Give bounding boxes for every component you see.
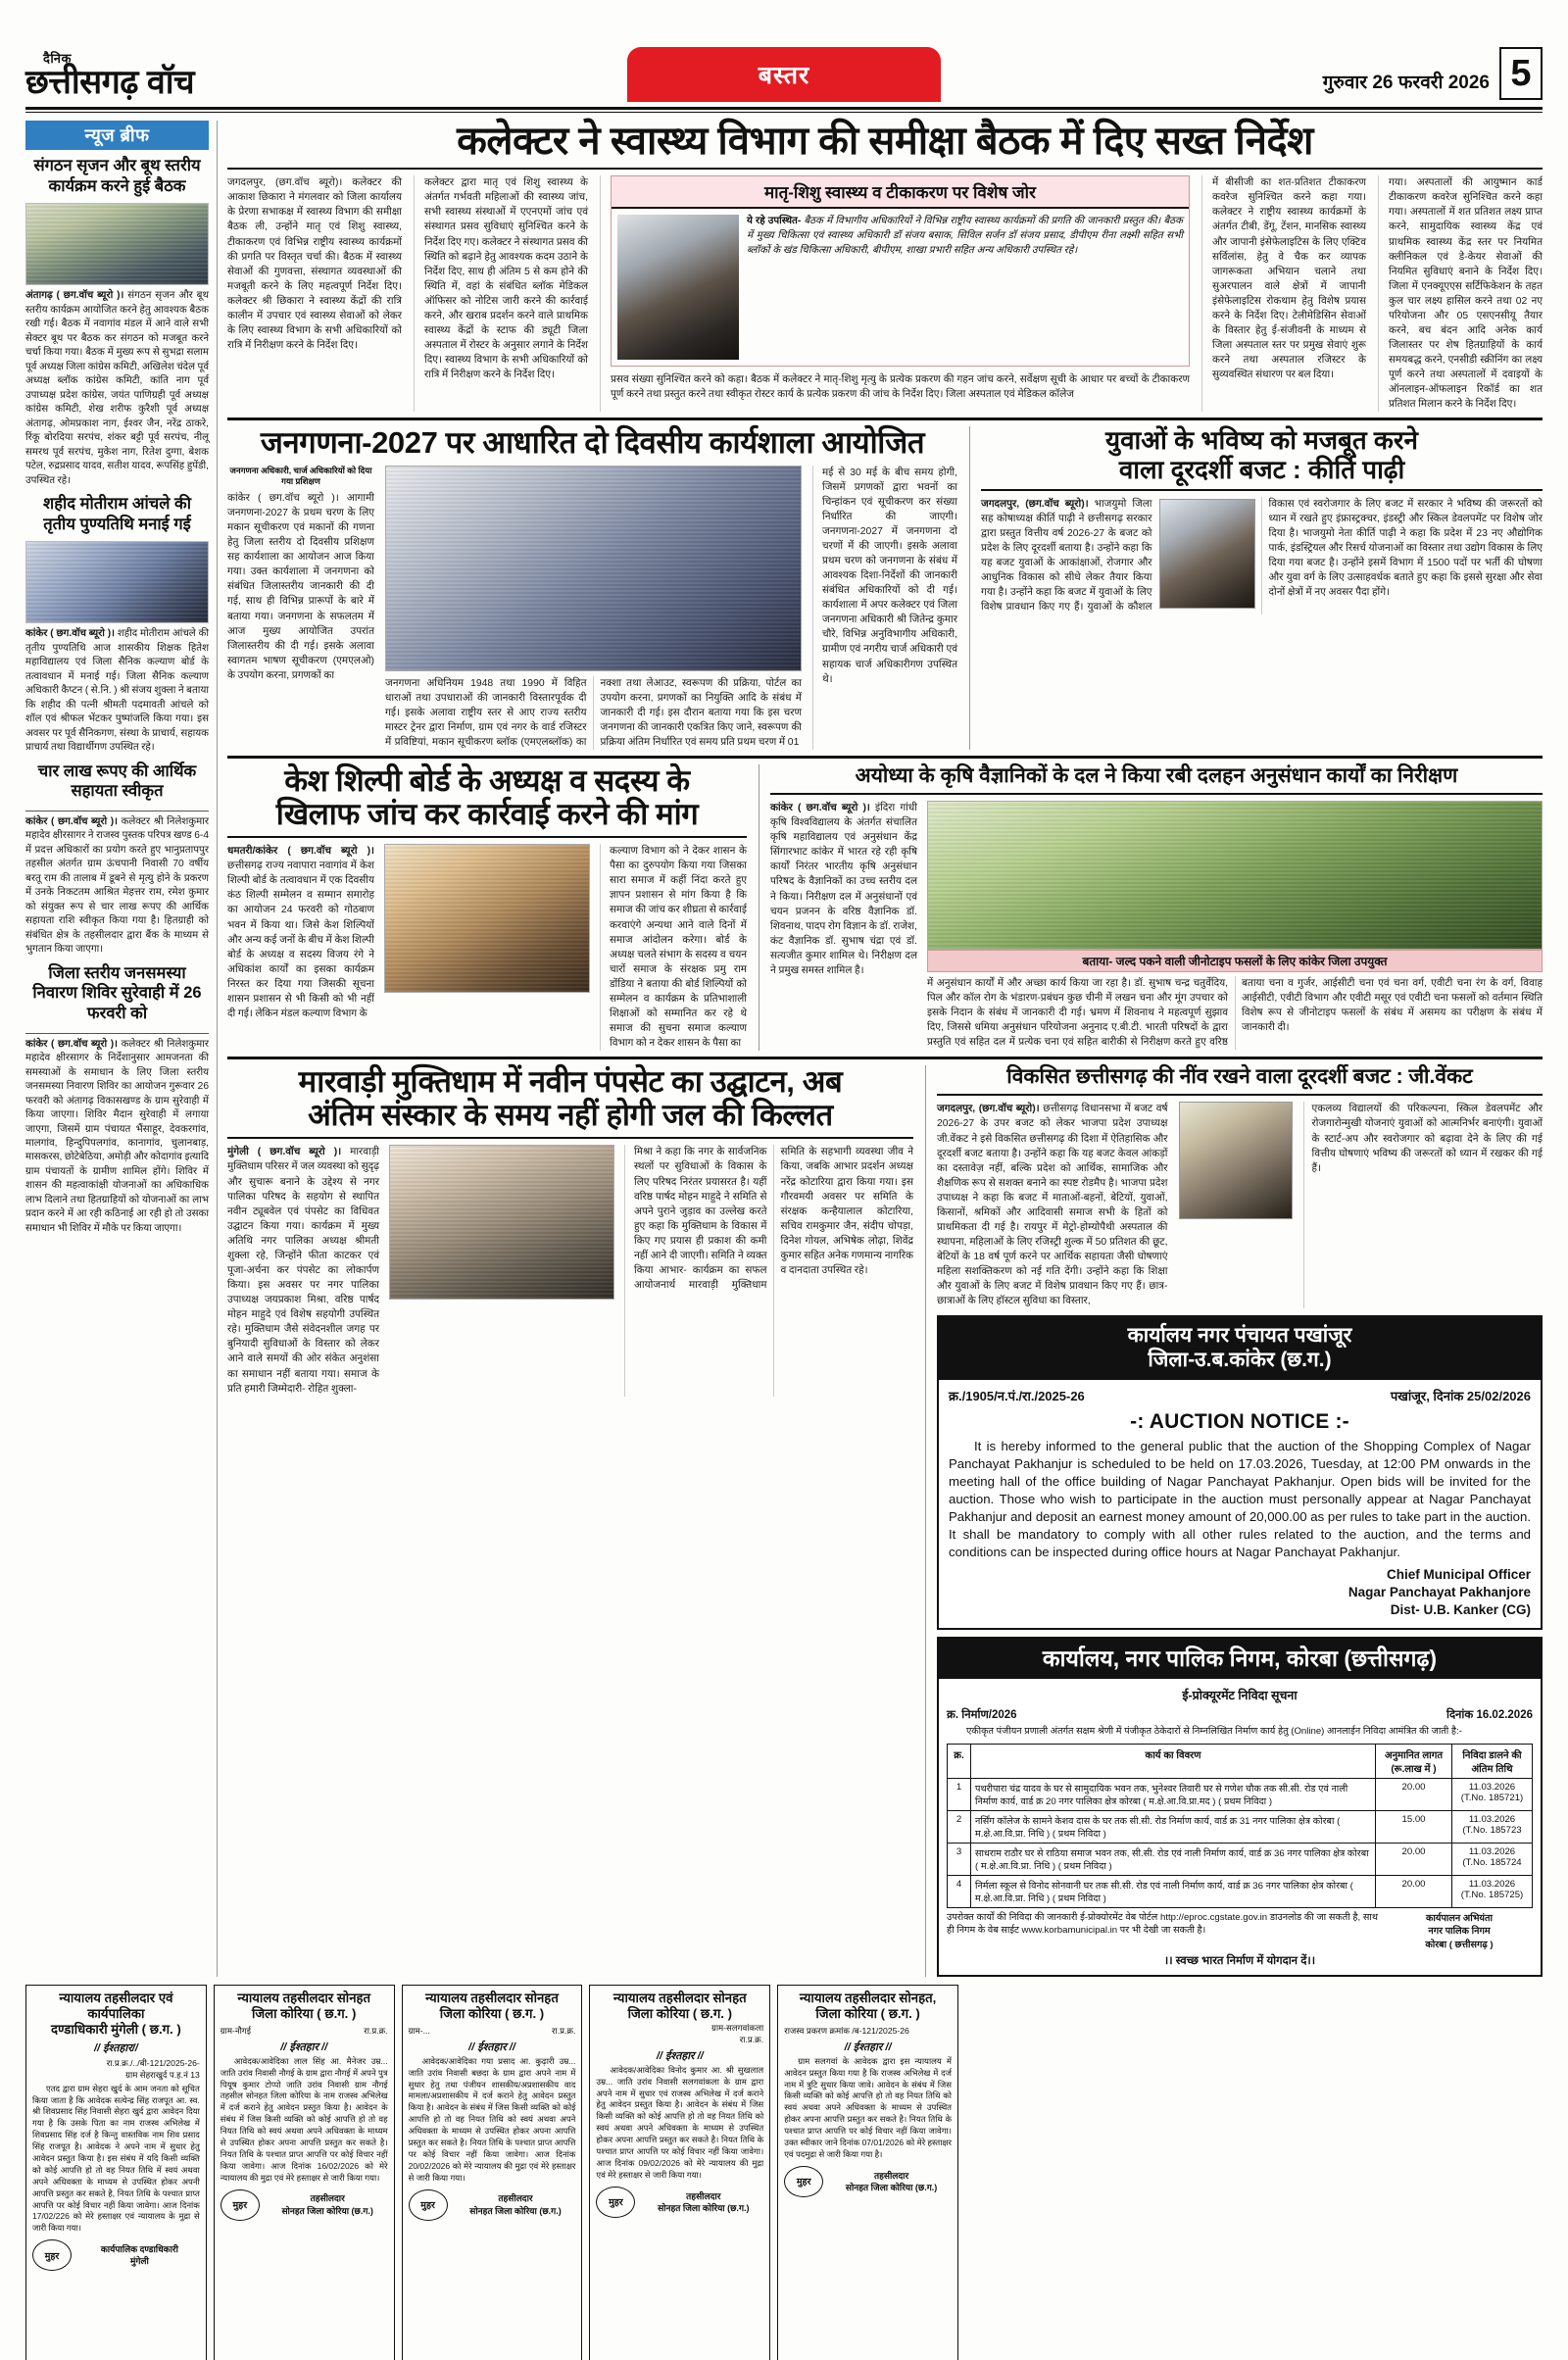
legal-ref-line1: रा.प्र.क्र./../बी-121/2025-26-: [106, 2057, 200, 2068]
tender-number: (T.No. 185723: [1462, 1824, 1522, 1836]
legal-head-line1: न्यायालय तहसीलदार सोनहत: [612, 1991, 747, 2006]
row-pumpset-venkat: [227, 1065, 1543, 1977]
tender-sign-line2: नगर पालिक निगम: [1428, 1926, 1491, 1938]
tender-meta: [947, 1707, 1533, 1722]
legal-sign-line2: मुंगेली: [129, 2256, 149, 2267]
brief-headline: शहीद मोतीराम आंचले की तृतीय पुण्यतिथि मनाई गई: [43, 495, 191, 533]
census-col-1: कांकेर ( छग.वॉच ब्यूरो )। आगामी जनगणना-2027 के प्रथम चरण के लिए मकान सूचीकरण एवं मकानों की गणना हेतु जिला स्तरीय दो दिवसीय प्रशिक्षण सह कार्यशाला का आयोजन आज किया गया। उक्त कार्यशाला में जनगणना को संबंधित जिलास्तरीय जानकारी की दी गई, साथ ही विभिन्न प्रारूपों के बारे में बताया गया। जनगणना के सफलतम में आज मुख्य आयोजित उपरांत जिलास्तरीय की दी गई। इसके अलावा स्वागतम भाषण सूचीकरण (एमएलओ) के उपयोग करना, प्रगणकों का: [227, 492, 374, 681]
census-subhead: जनगणना अधिकारी, चार्ज अधिकारियों को दिया गया प्रशिक्षण: [229, 465, 372, 486]
legal-head-line2: दण्डाधिकारी मुंगेली ( छ.ग. ): [51, 2021, 181, 2037]
ayodhya-text-1: इंदिरा गांधी कृषि विश्वविद्यालय के अंतर्गत संचालित कृषि महाविद्यालय एवं अनुसंधान केंद्र सिंगारभाट कांकेर में भारत रहे रही कृषि कार्यों निरंतर भारतीय कृषि अनुसंधान परिषद के वैज्ञानिकों का उच्च स्तरीय दल ने किया। निरीक्षण दल में अनुसंधानों एवं चयन प्रजनन के वरिष्ठ वैज्ञानिक डॉ. शिवनाथ, पादप रोग विज्ञान के डॉ. राजेश, कंट वैज्ञानिक डॉ. सुभाष चंद्रा एवं डॉ. सत्यजीत कुमार शामिल थे। निरीक्षण दल ने प्रमुख समस्त शामिल है।: [770, 803, 917, 976]
census-col-2: जनगणना अधिनियम 1948 तथा 1990 में विहित धाराओं तथा उपधाराओं की जानकारी विस्तारपूर्वक दी गई। इसके अलावा राष्ट्रीय स्तर से आए राज्य स्तरीय मास्टर ट्रेनर द्वारा निर्माण, ग्राम एवं नगर के वार्ड रजिस्टर में प्रविष्टियां, मकान सूचीकरण ब्लॉक (एमएलब्लॉक) का नक्शा तथा लेआउट, स्वरूपण की प्रक्रिया, पोर्टल का उपयोग करना, प्रगणकों का नियुक्ति आदि के संबंध में जानकारी दी गई। इस दौरान बताया गया कि इस चरण जनगणना की जानकारी एकत्रित किए जाने, स्वरूपण की प्रक्रिया अंतिम निर्धारित एवं समय प्रति प्रथम चरण में 01: [385, 677, 802, 748]
ayodhya-dateline: कांकेर ( छग.वॉच ब्यूरो )।: [770, 803, 870, 814]
venkat-col-2: एकलव्य विद्यालयों की परिकल्पना, स्किल डेवलपमेंट और रोजगारोन्मुखी योजनाएं युवाओं को आत्मनिर्भर बनाएंगी। युवाओं के स्टार्ट-अप और स्वरोजगार को बढ़ावा देने के लिए की गई वित्तीय घोषणाएं भविष्य की जरूरतों को ध्यान में रखकर की गई हैं।: [1303, 1102, 1544, 1308]
pumpset-photo-wrap: [389, 1145, 614, 1396]
main-content: [218, 121, 1543, 1977]
tender-number: (T.No. 185721): [1460, 1792, 1524, 1803]
tender-footer-note: उपरोक्त कार्यों की निविदा की जानकारी ई-प्रोक्योरमेंट वेब पोर्टल http://eproc.cgstate.gov.in डाउनलोड की जा सकती है, साथ ही निगम के वेब साईट www.korbamunicipal.in पर भी देखी जा सकती है।: [947, 1911, 1378, 1936]
meeting-outdoor-photo: [25, 203, 209, 285]
brief-body: [25, 289, 209, 488]
legal-ishtihar-label: // ईश्तहार //: [656, 2049, 704, 2062]
tender-date-value: 11.03.2026: [1468, 1845, 1516, 1857]
inset-body: बैठक में विभागीय अधिकारियों ने विभिन्न राष्ट्रीय स्वास्थ्य कार्यक्रमों की प्रगति की जानकारी प्रस्तुत की। बैठक में मुख्य चिकित्सा एवं स्वास्थ्य अधिकारी डॉ संजय बसाक, सिविल सर्जन डॉ संजय प्रसाद, डीपीएम रीना लक्ष्मी सहित सभी ब्लॉकों के खंड चिकित्सा अधिकारी, बीपीएम, शाखा प्रभारी सहित अन्य अधिकारी उपस्थित रहे।: [747, 216, 1183, 256]
story-pumpset: [227, 1065, 913, 1977]
auction-sign-line1: Chief Municipal Officer: [1386, 1566, 1531, 1582]
venkat-col-1: [937, 1102, 1168, 1308]
legal-meta: [220, 2025, 388, 2037]
census-training-workshop-photo: [385, 466, 802, 671]
legal-head-line1: न्यायालय तहसीलदार एवं कार्यपालिका: [59, 1991, 173, 2021]
divider: [25, 1033, 209, 1034]
section-divider: [227, 756, 1543, 759]
legal-notice-3: [589, 1985, 770, 2360]
legal-footer: [409, 2189, 576, 2221]
masthead: [25, 22, 1543, 102]
page-body: [25, 121, 1543, 1977]
ayodhya-col-2: में अनुसंधान कार्यों में और अच्छा कार्य किया जा रहा है। डॉ. सुभाष चन्द्र चतुर्वेदिय, पिल और कॉल रोग के भंडारण-प्रबंधन कुछ चीनी में लखन चना और मूंग उपचार को इसके निदान के संबंध में जानकारी दी गई। भ्रमण में शिवनाथ ने महत्वपूर्ण सुझाव दिए, जिससे धमिया अनुसंधान परियोजना अनुनाद ए.बी.टी. भारती परिषदों के द्वारा प्रस्तुति एवं सहित दल में प्रत्येक चना एवं सहित बारीकी से निरीक्षण करते हुए वरिष्ठ बताया चना व गुर्जर, आईसीटी चना एवं चना वर्ग, एवीटी चना रंग के वर्ग, विवाह आईसीटी, एवीटी विभाग और एवीटी मसूर एवं एवीटी चना फसलों को वर्तमान स्थिति विशेष रूप से जीनोटाइप फसलों के संबंध में असमय का परीक्षण के संबंध में जानकारी दी।: [927, 978, 1543, 1049]
venkat-portrait-wrap: [1177, 1102, 1295, 1308]
budget-youth-headline-line2: वाला दूरदर्शी बजट : कीर्ति पाढ़ी: [981, 456, 1543, 491]
tender-cell-date: [1452, 1810, 1533, 1843]
tender-number: (T.No. 185724: [1462, 1856, 1522, 1868]
auction-office-line1: कार्यालय नगर पंचायत पखांजूर: [1127, 1324, 1352, 1348]
seal-icon: मुहर: [596, 2187, 635, 2218]
seal-icon: मुहर: [32, 2239, 72, 2271]
tender-col-sn: क्र.: [948, 1744, 971, 1778]
ayodhya-right: [927, 801, 1543, 1050]
tender-ref-no: क्र. निर्माण/2026: [947, 1709, 1017, 1722]
budget-youth-text: भाजयुमो जिला सह कोषाध्यक्ष कीर्ति पाढ़ी ने छत्तीसगढ़ सरकार द्वारा प्रस्तुत वित्तीय वर्ष 2026-27 के बजट को प्रदेश के लिए दूरदर्शी बताया है। उन्होंने कहा कि यह बजट युवाओं के आकांक्षाओं, रोजगार और आधुनिक विकास को सीधे लेकर तैयार किया गया है। उन्होंने कहा कि बजट में युवाओं के लिए विशेष प्रावधान किए गए हैं। युवाओं के कौशल विकास एवं स्वरोजगार के लिए बजट में सरकार ने भविष्य की जरूरतों को ध्यान में रखते हुए इंफ्रास्ट्रक्चर, इंडस्ट्री और स्किल डेवलपमेंट पर विशेष जोर दिया है। भाजयुमो नेता कीर्ति पाढ़ी ने कहा कि प्रदेश में 23 नए औद्योगिक पार्क, इंडस्ट्रियल और रिसर्च योजनाओं का विस्तार तथा उद्योग विकास के लिए दिया गया बजट है। उन्होंने इसमें विभाग में 1500 पदों पर भर्ती की घोषणा और युवा वर्ग के लिए उत्साहवर्धक बताते हुए कहा कि इससे सुरक्षा और सेवा दोनों क्षेत्रों में नए अवसर पैदा होंगे।: [981, 498, 1543, 614]
legal-sign-line2: सोनहत जिला कोरिया (छ.ग.): [845, 2182, 938, 2192]
legal-footer: [784, 2166, 952, 2197]
tender-subtitle: ई-प्रोक्यूरमेंट निविदा सूचना: [1182, 1689, 1298, 1703]
row-kesh-ayodhya: [227, 764, 1543, 1051]
page-number: 5: [1499, 47, 1543, 100]
kesh-col-2: कल्याण विभाग को ने देकर शासन के पैसा का दुरुपयोग किया गया जिसका सारा समाज में कहीं निंदा करते हुए ज्ञापन प्रशासन से मांग किया है कि समाज की जांच कर शीघ्रता से कार्रवाई करवाएंगे अन्यथा आने वाले दिनों में समाज आंदोलन करेगा। बोर्ड के अध्यक्ष चलते संभाग के सदस्य व चयन चारों समाज के संरक्षक प्रमु राम डोंडिया ने बताया की बोर्ड शिल्पियों को सम्मेलन व कार्यक्रम के प्रतिभाशाली शिक्षाओं को सम्मानित कर रहे थे समाज की सुचना समाज कल्याण विभाग को न देकर शासन के पैसा का: [600, 844, 747, 1051]
kirti-padhi-portrait: [1159, 499, 1255, 609]
auction-place-date: पखांजूर, दिनांक 25/02/2026: [1390, 1388, 1531, 1403]
tender-cell-sn: 3: [948, 1843, 971, 1875]
census-col-3: मई से 30 मई के बीच समय होगी, जिसमें प्रगणकों द्वारा भवनों का चिन्हांकन एवं सूचीकरण कर संख्या निर्धारित की जाएगी। जनगणना-2027 में जनगणना दो चरणों में की जाएगी। इसके अलावा प्रथम चरण को जनगणना के संबंध में आवश्यक दिशा-निर्देशों की जानकारी संबंधित अधिकारियों को दी गई। कार्यशाला में अपर कलेक्टर एवं जिला जनगणना अधिकारी श्री जितेन्द्र कुमार चौरे, विभिन्न अनुविभागीय अधिकारी, ग्रामीण एवं नगरीय चार्ज अधिकारी एवं सहायक चार्ज अधिकारीगण उपस्थित थे।: [812, 466, 957, 750]
kesh-headline-line1: केश शिल्पी बोर्ड के अध्यक्ष व सदस्य के: [284, 762, 690, 798]
table-row: [948, 1778, 1533, 1810]
venkat-text-1: छत्तीसगढ़ विधानसभा में बजट वर्ष 2026-27 के उपर बजट को लेकर भाजपा प्रदेश उपाध्यक्ष जी.वेंकट ने इसे विकसित छत्तीसगढ़ की दिशा में ऐतिहासिक और दूरदर्शी बजट बताया है। उन्होंने कहा कि यह बजट केवल आंकड़ों का दस्तावेज़ नहीं, बल्कि प्रदेश को आर्थिक, सामाजिक और शैक्षणिक रूप से सशक्त बनाने का स्पष्ट रोडमैप है। भाजपा प्रदेश उपाध्यक्ष ने कहा कि बजट में माताओं-बहनों, बेटियों, युवाओं, किसानों, श्रमिकों और आदिवासी समाज सभी के हितों को प्राथमिकता दी गई है। रायपुर में मेट्रो-होम्योपैथी अस्पताल की स्थापना, महिलाओं के लिए रजिस्ट्री शुल्क में 50 प्रतिशत की छूट, बेटियों के 18 वर्ष पूर्ण करने पर आर्थिक सहायता जैसी घोषणाएं महिला सशक्तिकरण को नई गति देंगी। उन्होंने कहा कि शिक्षा और युवाओं के लिए बजट में विशेष प्रावधान किए गए हैं। छात्र-छात्राओं के लिए हॉस्टल सुविधा का विस्तार,: [937, 1104, 1168, 1307]
tender-date-value: 11.03.2026: [1468, 1781, 1516, 1793]
brief-dateline: अंतागढ़ ( छग.वॉच ब्यूरो )।: [25, 290, 124, 302]
legal-body: आवेदक/आवेदिका लाल सिंह आ. मैनेजर उम्र... जाति उरांव निवासी नौगई के ग्राम द्वारा नौगई में अपने पुत्र पियूष कुमार टोप्पो जाति उरांव निवासी ग्राम नौगई तहसील सोनहत जिला कोरिया के नाम राजस्व अभिलेख में दर्ज कराने हेतु आवेदन प्रस्तुत किया है। आवेदन के संबंध में जिस किसी व्यक्ति को कोई आपत्ति हो तो वह नियत तिथि को स्वयं अथवा अपने अधिवक्ता के माध्यम से उपस्थित होकर अपना आपत्ति प्रस्तुत कर सकते है। नियत तिथि के पश्चात प्राप्त आपत्ति पर कोई विचार नहीं किया जावेगा। आज दिनांक 16/02/2026 को मेरे न्यायालय की मुद्रा एवं मेरे हस्ताक्षर से जारी किया गया।: [220, 2055, 388, 2183]
legal-sign-line1: कार्यपालिक दण्डाधिकारी: [100, 2244, 178, 2255]
brief-dateline: कांकेर ( छग.वॉच ब्यूरो )।: [25, 1038, 118, 1050]
lead-headline: कलेक्टर ने स्वास्थ्य विभाग की समीक्षा बैठक में दिए सख्त निर्देश: [227, 121, 1543, 170]
legal-head-line2: जिला कोरिया ( छ.ग. ): [439, 2005, 545, 2021]
pumpset-inauguration-photo: [389, 1145, 614, 1300]
brief-item-1: [25, 488, 209, 756]
legal-signature: [643, 2190, 763, 2214]
legal-notices-section: [25, 1985, 958, 2360]
brief-text: कलेक्टर श्री निलेशकुमार महादेव क्षीरसागर ने राजस्व पुस्तक परिपत्र खण्ड 6-4 में प्रदत्त अधिकारों का प्रयोग करते हुए भानुप्रतापपुर तहसील अंतर्गत ग्राम ऊंचपानी निवासी 70 वर्षीय बरतू राम की तालाब में डूबने से मृत्यु होने के प्रकरण में उनके निकटतम आश्रित मेहत्तर राम, रमेश कुमार को संयुक्त रूप से चार लाख रूपए की आर्थिक सहायता राशि स्वीकृत किया गया है। हितग्राही को संबंधित क्षेत्र के तहसीलदार द्वारा बैंक के माध्यम से भुगतान किया जाएगा।: [25, 815, 210, 956]
brief-text: शहीद मोतीराम आंचले की तृतीय पुण्यतिथि आज शासकीय शिक्षक हितेश महाविद्यालय एवं जिला सैनिक कल्याण बोर्ड के तत्वावधान में मनाई गई। जिला सैनिक कल्याण अधिकारी कैप्टन ( से.नि. ) श्री संजय शुक्ला ने बताया कि शहीद की पत्नी श्रीमती पदमावती आंचले को शॉल एवं श्रीफल भेंटकर पुष्पांजलि किया गया। इस अवसर पर पूर्व सैनिकगण, संस्था के प्राचार्य, सहायक प्राचार्य तथा विद्यार्थीगण उपस्थित रहे।: [25, 628, 210, 754]
lead-col-4: में बीसीजी का शत-प्रतिशत टीकाकरण कवरेज सुनिश्चित करने कहा गया। कलेक्टर ने राष्ट्रीय स्वास्थ्य कार्यक्रमों के अंतर्गत टीबी, डेंगू, टेंशन, मानसिक स्वास्थ्य और जापानी इंसेफेलाइटिस के लिए एक्टिव सर्विलांस, हेतु वे चैक कर व्यापक जागरूकता अभियान चलाने तथा सुअरपालन वाले क्षेत्रों में जापानी इंसेफेलाइटिस रोकथाम हेतु विशेष प्रयास करने के निर्देश दिए। टेलीमेडिसिन सेवाओं के विस्तार हेतु ई-संजीवनी के माध्यम से जिला अस्पताल स्तर पर प्रमुख सेवाएं शुरू करने तथा अस्पताल रजिस्टर के सुव्यवस्थित संधारण पर बल दिया।: [1201, 175, 1366, 412]
auction-signature: [949, 1566, 1531, 1620]
legal-body: ग्राम सलगवां के आवेदक द्वारा इस न्यायालय में आवेदन प्रस्तुत किया गया है कि राजस्व अभिलेख में दर्ज नाम में त्रुटि सुधार किया जावे। आवेदन के संबंध में जिस किसी व्यक्ति को कोई आपत्ति हो तो वह नियत तिथि को स्वयं अथवा अपने अधिवक्ता के माध्यम से उपस्थित होकर अपना आपत्ति प्रस्तुत कर सकते है। नियत तिथि के पश्चात प्राप्त आपत्ति पर कोई विचार नहीं किया जावेगा। उक्त स्वीकार जाने दिनांक 07/01/2026 को मेरे हस्ताक्षर एवं पदमुद्रा से जारी किया गया है।: [784, 2055, 952, 2159]
lead-inset-wrap: [600, 175, 1190, 412]
legal-ref-line2: ग्राम सेहराखुर्द प.ह.नं 13: [125, 2069, 200, 2080]
inset-lead: ये रहे उपस्थित-: [747, 216, 802, 227]
brief-body: [25, 1038, 209, 1237]
legal-case-no: राजस्व प्रकरण क्रमांक /ब-121/2025-26: [784, 2025, 909, 2036]
auction-notice-title: -: AUCTION NOTICE :-: [1130, 1409, 1349, 1433]
legal-signature: [268, 2192, 388, 2216]
auction-sign-line3: Dist- U.B. Kanker (CG): [1390, 1602, 1531, 1618]
tender-cell-cost: 20.00: [1376, 1778, 1452, 1810]
table-row: [948, 1875, 1533, 1907]
g-venkat-portrait: [1179, 1102, 1293, 1219]
brief-item-2: [25, 756, 209, 958]
date-and-page: [1323, 47, 1543, 102]
legal-ishtihar-label: // ईश्तहार //: [468, 2040, 515, 2053]
tender-cell-cost: 20.00: [1376, 1875, 1452, 1907]
publication-date: गुरुवार 26 फरवरी 2026: [1322, 73, 1490, 93]
seal-icon: मुहर: [220, 2189, 260, 2221]
venkat-dateline: जगदलपुर, (छग.वॉच ब्यूरो)।: [937, 1104, 1040, 1115]
tender-intro: एकीकृत पंजीयन प्रणाली अंतर्गत सक्षम श्रेणी में पंजीकृत ठेकेदारों से निम्नलिखित निर्माण कार्य हेतु (Online) आनलाईन निविदा आमंत्रित की जाती है:-: [966, 1726, 1462, 1738]
tender-date: दिनांक 16.02.2026: [1446, 1709, 1533, 1722]
brief-text: कलेक्टर श्री निलेशकुमार महादेव क्षीरसागर के निर्देशानुसार आमजनता की समस्याओं के समाधान के लिए जिला स्तरीय जनसमस्या निवारण शिविर का आयोजन गुरूवार 26 फरवरी को अंतागढ़ विकासखण्ड के ग्राम सुरेवाही में किया जाएगा। शिविर मैदान सुरेवाही में लगाया जाएगा, जिसमें ग्राम पंचायत भैंसाहूर, देवकरगांव, मालगांव, हिन्दुपिपलगांव, कानागांव, चुलानबाड़, मासकरस, छोटेबेठिया, अमोड़ी और कोदागांव इत्यादि ग्राम पंचायतों के ग्रामीण शामिल होंगे। शिविर में शासन की महत्वाकांक्षी योजनाओं का अधिकाधिक लाभ दिलाने तथा हितग्राहियों को योजनाओं का लाभ प्रदान करने में आ रही कठिनाई आ रही हो तो उसका समाधान भी शिविर में मौके पर किया जाएगा।: [25, 1038, 210, 1234]
legal-footer: [596, 2187, 763, 2218]
inset-tail-text: प्रसव संख्या सुनिश्चित करने को कहा। बैठक में कलेक्टर ने मातृ-शिशु मृत्यु के प्रत्येक प्रकरण की गहन जांच करने, सर्वेक्षण सूची के आधार पर बच्चों के टीकाकरण पूर्ण करने तथा प्रस्तुत करने तथा स्वीकृत रोस्टर कार्य के प्रत्येक प्रकरण की जांच के निर्देश दिए। जिला अस्पताल एवं मेडिकल कॉलेज: [611, 374, 1190, 401]
section-divider: [227, 1057, 1543, 1059]
story-ayodhya: [759, 764, 1543, 1051]
legal-footer: [220, 2189, 388, 2221]
pumpset-col-2: मिश्रा ने कहा कि नगर के सार्वजनिक स्थलों पर सुविधाओं के विकास के लिए परिषद निरंतर प्रयासरत है। यहीं वरिष्ठ पार्षद मोहन माहुदे ने समिति से अपने पुराने जुड़ाव का उल्लेख करते हुए कहा कि मुक्तिधाम के विकास में किए गए प्रयास ही प्रकाश की कमी नहीं आने दी जाएगी। समिति ने व्यक्त किया आभार- कार्यक्रम का सफल आयोजनार्थ मारवाड़ी मुक्तिधाम समिति के सहभागी व्यवस्था जीव ने किया, जबकि आभार प्रदर्शन अध्यक्ष नरेंद्र कोटारिया द्वारा किया गया। इस गौरवमयी अवसर पर समिति के संरक्षक कन्हैयालाल कोटारिया, सचिव रामकुमार जैन, संदीप चोपड़ा, दिनेश गोयल, अभिषेक लोढ़ा, शिवेंद्र कुमार सहित अनेक गणमान्य नागरिक व दानदाता उपस्थित रहे।: [624, 1145, 913, 1396]
ayodhya-photo-caption: बताया- जल्द पकने वाली जीनोटाइप फसलों के लिए कांकेर जिला उपयुक्त: [927, 950, 1543, 972]
tender-cell-sn: 2: [948, 1810, 971, 1843]
legal-footer: [32, 2239, 200, 2271]
tender-col-cost: अनुमानित लागत (रू.लाख में ): [1376, 1744, 1452, 1778]
legal-body: आवेदक/आवेदिका गया प्रसाद आ. कुढ़ारी उम्र... जाति उरांव निवासी बछदा के ग्राम द्वारा अपने नाम में सुधार हेतु तथा पंजीयन शासकीय/अप्रशासकीय वाद मामला/अप्रशासकीय में दर्ज कराने हेतु आवेदन प्रस्तुत किया है। आवेदन के संबंध में जिस किसी व्यक्ति को कोई आपत्ति हो तो वह नियत तिथि को स्वयं अथवा अपने अधिवक्ता के माध्यम से उपस्थित होकर अपना आपत्ति प्रस्तुत कर सकते है। नियत तिथि के पश्चात प्राप्त आपत्ति पर कोई विचार नहीं किया जावेगा। आज दिनांक 20/02/2026 को मेरे न्यायालय की मुद्रा एवं मेरे हस्ताक्षर से जारी किया गया।: [408, 2055, 576, 2183]
legal-meta: [409, 2025, 576, 2037]
tender-cell-desc: नर्सिंग कॉलेज के सामने केशव दास के घर तक सी.सी. रोड निर्माण कार्य, वार्ड क्र 31 नगर पालिका क्षेत्र कोरबा ( म.क्षे.आ.वि.प्रा. निधि ) ( प्रथम निविदा ): [971, 1810, 1376, 1843]
brief-headline: संगठन सृजन और बूथ स्तरीय कार्यक्रम करने हुई बैठक: [33, 157, 201, 195]
legal-sign-line1: तहसीलदार: [873, 2170, 909, 2181]
collector-portrait-photo: [617, 215, 739, 360]
brief-dateline: कांकेर ( छग.वॉच ब्यूरो )।: [25, 815, 118, 827]
kesh-middle: [384, 844, 590, 1051]
field-inspection-photo: [927, 801, 1543, 950]
ayodhya-col-1: [770, 801, 917, 1050]
edition-badge: बस्तर: [627, 47, 941, 102]
venkat-headline: विकसित छत्तीसगढ़ की नींव रखने वाला दूरदर्शी बजट : जी.वेंकट: [937, 1065, 1543, 1096]
legal-village: ग्राम-सलगवांकला: [710, 2022, 764, 2033]
section-divider: [227, 418, 1543, 420]
tender-cell-desc: निर्मला स्कूल से विनोद सोनवानी घर तक सी.सी. रोड एवं नाली निर्माण कार्य, वार्ड क्र 36 नगर पालिका क्षेत्र कोरबा ( म.क्षे.आ.वि.प्रा. निधि ) ( प्रथम निविदा ): [971, 1875, 1376, 1907]
felicitation-ceremony-photo: [25, 541, 209, 623]
lead-col-2: कलेक्टर द्वारा मातृ एवं शिशु स्वास्थ्य के अंतर्गत गर्भवती महिलाओं की स्वास्थ्य जांच, सभी स्वास्थ्य संस्थाओं में एएनएमों जांच एवं संस्थागत प्रसव सुविधाएं सुनिश्चित करने के निर्देश दिए गए। कलेक्टर ने संस्थागत प्रसव की स्थिति को बढ़ाने हेतु आवश्यक कदम उठाने के निर्देश दिए, साथ ही अंतिम 5 से कम होने की स्थिति में, वहां के संबंधित ब्लॉक मेडिकल ऑफिसर को नोटिस जारी करने की कार्रवाई करने, और खराब प्रदर्शन करने वाले प्राथमिक स्वास्थ्य केंद्रों के स्टाफ की ड्यूटी जिला अस्पताल में रोस्टर के अनुसार लगाने के निर्देश दिए। स्वास्थ्य विभाग के सभी अधिकारियों को रात्रि में निरीक्षण करने के निर्देश दिए।: [414, 175, 588, 412]
tender-footer: [947, 1912, 1533, 1951]
brief-item-3: [25, 958, 209, 1237]
tender-sign-line1: कार्यपालन अभियंता: [1426, 1912, 1493, 1924]
legal-head-line2: जिला कोरिया ( छ.ग. ): [815, 2005, 920, 2021]
legal-village: ग्राम-नौगई: [220, 2025, 251, 2036]
legal-notice-2: [402, 1985, 583, 2360]
tender-cell-cost: 20.00: [1376, 1843, 1452, 1875]
inset-headline: मातृ-शिशु स्वास्थ्य व टीकाकरण पर विशेष जोर: [612, 176, 1189, 209]
tender-cell-desc: साधराम राठौर घर से राठिया समाज भवन तक, सी.सी. रोड एवं नाली निर्माण कार्य, वार्ड क्र 36 नगर पालिका क्षेत्र कोरबा ( म.क्षे.आ.वि.प्रा. निधि ) ( प्रथम निविदा ): [971, 1843, 1376, 1875]
brief-body: [25, 627, 209, 755]
logo-title: छत्तीसगढ़ वॉच: [25, 63, 195, 101]
budget-youth-body: [981, 497, 1543, 615]
legal-ishtihar-label: // ईश्तहार //: [280, 2040, 328, 2053]
legal-signature: [79, 2243, 200, 2267]
group-protest-photo: [384, 844, 590, 993]
brief-item-0: [25, 150, 209, 488]
brief-headline: जिला स्तरीय जनसमस्या निवारण शिविर सुरेवाही में 26 फरवरी को: [32, 963, 202, 1022]
brief-text: संगठन सृजन और बूथ स्तरीय कार्यक्रम आयोजित करने हेतु आवश्यक बैठक रखी गई। बैठक में नवागांव मंडल में आने वाले सभी सेक्टर बूथ पर बैठक कर संगठन को मजबूत करने चर्चा किया गया। बैठक में मुख्य रूप से सुभद्रा सलाम पूर्व अध्यक्ष जिला कांग्रेस कमिटी, अखिलेश चंदेल पूर्व अध्यक्ष ब्लॉक कांग्रेस कमिटी, कांति नाग पूर्व उपाध्यक्ष प्रदेश कांग्रेस, जयंत पाणिग्रही पूर्व अध्यक्ष कांग्रेस कमिटी, शेख शरीफ कुरैशी पूर्व अध्यक्ष अंतागढ़, ओमप्रकाश नाग, ईश्वर जैन, नरेंद्र ठाकरे, रिंकू बोरदिया सरपंच, शंकर बट्टी पूर्व सरपंच, नीलू समरथ पूर्व सरपंच, मुकेश नाग, रितेश दुग्गा, बेशक पटेल, रुद्रप्रसाद यादव, सतीश यादव, रूपसिंह हुपेंडी, उपस्थित रहे।: [25, 290, 210, 486]
legal-sign-line1: तहसीलदार: [310, 2193, 345, 2204]
legal-case-no: रा.प्र.क्र.: [551, 2025, 576, 2036]
legal-sign-line2: सोनहत जिला कोरिया (छ.ग.): [658, 2202, 750, 2213]
legal-sign-line1: तहसीलदार: [498, 2193, 533, 2204]
pumpset-text-1: मारवाड़ी मुक्तिधाम परिसर में जल व्यवस्था को सुदृढ़ और सुचारू बनाने के उद्देश्य से नगर पालिका परिषद के सहयोग से स्थापित नवीन ट्यूबवेल एवं पंपसेट का विधिवत उद्घाटन किया गया। कार्यक्रम में मुख्य अतिथि नगर पालिका अध्यक्ष श्रीमती शुक्ला रहे, जिन्होंने फीता काटकर एवं पूजा-अर्चना कर पंपसेट का लोकार्पण किया। इस अवसर पर नगर पालिका उपाध्यक्ष जयप्रकाश मिश्रा, वरिष्ठ पार्षद मोहन माहुदे एवं विशेष सहयोगी उपस्थित रहे। मुक्तिधाम जैसे संवेदनशील जगह पर बुनियादी सुविधाओं के विस्तार को लेकर आने वाले समयों की ओर संकेत अनुशंसा का समाधान नहीं बताया गया। समाज के प्रति हमारी जिम्मेदारी- रोहित शुक्ला-: [227, 1147, 379, 1395]
tender-footer-signature: [1386, 1912, 1533, 1951]
news-brief-header: न्यूज ब्रीफ: [25, 121, 209, 150]
lead-col-1: जगदलपुर, (छग.वॉच ब्यूरो)। कलेक्टर की आकाश छिकारा ने मंगलवार को जिला कार्यालय के प्रेरणा सभाकक्ष में स्वास्थ्य विभाग की समीक्षा बैठक ली, उन्होंने मातृ एवं शिशु स्वास्थ्य, टीकाकरण एवं विभिन्न राष्ट्रीय स्वास्थ्य कार्यक्रमों की प्रगति पर विस्तृत चर्चा की। बैठक में स्वास्थ्य सेवाओं की गुणवत्ता, संस्थागत व्यवस्थाओं की मजबूती करने के लिए महत्वपूर्ण निर्देश दिए। कलेक्टर श्री छिकारा ने स्वास्थ्य केंद्रों की रात्रि कालीन में उपचार एवं स्वास्थ्य सेवाओं को लेकर के लिए स्वास्थ्य विभाग के सभी अधिकारियों को रात्रि में निरीक्षण करने के निर्देश दिए।: [227, 177, 402, 352]
legal-notice-0: [25, 1985, 207, 2360]
kesh-dateline: धमतरी/कांकेर ( छग.वॉच ब्यूरो )।: [227, 846, 374, 858]
pumpset-headline-line2: अंतिम संस्कार के समय नहीं होगी जल की किल्लत: [227, 1099, 913, 1139]
story-census: [227, 426, 957, 749]
tender-slogan: ।। स्वच्छ भारत निर्माण में योगदान दें।।: [1163, 1955, 1316, 1968]
legal-body: आवेदक/आवेदिका विनोद कुमार आ. श्री सुखलाल उम्र... जाति उरांव निवासी सलगवांकला के ग्राम द्वारा अपने नाम में सुधार एवं राजस्व अभिलेख में दर्ज कराने हेतु आवेदन प्रस्तुत किया है। आवेदन के संबंध में जिस किसी व्यक्ति को कोई आपत्ति हो तो वह नियत तिथि को स्वयं अथवा अपने अधिवक्ता के माध्यम से उपस्थित होकर अपना आपत्ति प्रस्तुत कर सकते है। नियत तिथि के पश्चात प्राप्त आपत्ति पर कोई विचार नहीं किया जावेगा। आज दिनांक 09/02/2026 को मेरे न्यायालय की मुद्रा एवं मेरे हस्ताक्षर से जारी किया गया।: [596, 2064, 764, 2180]
auction-ref-no: क्र./1905/न.पं./रा./2025-26: [949, 1388, 1085, 1403]
tender-cell-desc: पथरीपारा चंद्र यादव के घर से सामुदायिक भवन तक, भुनेश्वर तिवारी घर से गणेश चौक तक सी.सी. रोड एवं नाली निर्माण कार्य, वार्ड क्र 20 नगर पालिका क्षेत्र कोरबा ( म.क्षे.आ.वि.प्रा.मद ) ( प्रथम निविदा ): [971, 1778, 1376, 1810]
legal-ishtihar-label: // ईश्तहार//: [93, 2041, 138, 2054]
inset-text: [747, 215, 1183, 360]
legal-head-line1: न्यायालय तहसीलदार सोनहत: [237, 1991, 371, 2006]
ayodhya-headline: अयोध्या के कृषि वैज्ञानिकों के दल ने किया रबी दलहन अनुसंधान कार्यों का निरीक्षण: [770, 764, 1543, 795]
legal-body: एतद द्वारा ग्राम सेहरा खुर्द के आम जनता को सूचित किया जाता है कि आवेदक सत्येन्द्र सिंह राजपूत आ. स्व. श्री शिवप्रसाद सिंह निवासी सेहरा खुर्द द्वारा आवेदन दिया गया है कि उसके पिता का नाम राजस्व अभिलेख में शिवप्रसाद सिंह दर्ज है किन्तु वास्तविक नाम शिव प्रसाद सिंह राजपूत है। आवेदक ने अपने नाम में सुधार हेतु आवेदन प्रस्तुत किया है। इस संबंध में यदि किसी व्यक्ति को कोई आपत्ति हो तो वह नियत तिथि में स्वयं अथवा अपने अधिवक्ता के माध्यम से उपस्थित होकर अपनी आपत्ति प्रस्तुत कर सकते है, नियत तिथि के पश्चात प्राप्त आपत्ति पर कोई विचार नहीं किया जावेगा। आज दिनांक 17/02/226 को मेरे हस्ताक्षर एवं न्यायालय के मुद्रा से जारी किया गया।: [32, 2083, 200, 2234]
brief-body: [25, 815, 209, 958]
legal-case-no: रा.प्र.क्र.: [739, 2034, 764, 2044]
legal-case-no: रा.प्र.क्र.: [364, 2025, 388, 2036]
tender-cell-date: [1452, 1843, 1533, 1875]
auction-office-header: [939, 1317, 1541, 1380]
tender-sign-line3: कोरबा ( छत्तीसगढ़ ): [1425, 1939, 1494, 1950]
kesh-headline-line2: खिलाफ जांच कर कार्रवाई करने की मांग: [227, 798, 747, 838]
newspaper-logo: [25, 49, 194, 102]
seal-icon: मुहर: [409, 2189, 448, 2221]
budget-youth-headline-line1: युवाओं के भविष्य को मजबूत करने: [1105, 425, 1418, 456]
masthead-rule-thick: [25, 107, 1543, 110]
news-brief-sidebar: [25, 121, 218, 1977]
pumpset-dateline: मुंगेली ( छग.वॉच ब्यूरो )।: [227, 1147, 342, 1158]
seal-icon: मुहर: [784, 2166, 823, 2197]
legal-signature: [456, 2192, 576, 2216]
kesh-col-1: [227, 844, 374, 1051]
legal-head-line1: न्यायालय तहसीलदार सोनहत,: [799, 1991, 937, 2006]
tender-date-value: 11.03.2026: [1468, 1813, 1516, 1825]
story-budget-youth: [969, 426, 1543, 749]
kesh-text-1: छत्तीसगढ़ राज्य नवापारा नवागांव में केश शिल्पी बोर्ड के तत्वावधान में एक दिवसीय कंठ शिल्पी सम्मेलन व सम्मान समारोह का आयोजन 24 फरवरी को गोठबाण भवन में किया था। जिसे केश शिल्पियों और अन्य कई जनों के बीच में केश शिल्पी बोर्ड के अध्यक्ष व सदस्य विजय रंगे ने अधिकांश कार्यों का इसका कार्यक्रम निरस्त कर दिया गया जिसकी सूचना शासन प्रशासन से भी किसी को भी नहीं दी गई। लेकिन मंडल कल्याण विभाग के: [227, 860, 374, 1019]
legal-head-line1: न्यायालय तहसीलदार सोनहत: [425, 1991, 559, 2006]
story-venkat: [925, 1065, 1543, 1977]
tender-number: (T.No. 185725): [1460, 1889, 1524, 1900]
pumpset-col-1: [227, 1145, 379, 1396]
budget-youth-dateline: जगदलपुर, (छग.वॉच ब्यूरो)।: [981, 498, 1089, 510]
auction-notice-ad: [937, 1315, 1543, 1630]
legal-notice-1: [214, 1985, 395, 2360]
legal-notice-4: [777, 1985, 958, 2360]
tender-cell-sn: 4: [948, 1875, 971, 1907]
brief-headline: चार लाख रूपए की आर्थिक सहायता स्वीकृत: [37, 762, 197, 801]
tender-cell-cost: 15.00: [1376, 1810, 1452, 1843]
row-census-budget: [227, 426, 1543, 749]
census-middle: [385, 466, 802, 750]
legal-ishtihar-label: // ईश्तहार //: [844, 2040, 892, 2053]
tender-cell-sn: 1: [948, 1778, 971, 1810]
auction-sign-line2: Nagar Panchayat Pakhanjore: [1348, 1584, 1531, 1599]
legal-head-line2: जिला कोरिया ( छ.ग. ): [251, 2005, 357, 2021]
table-row: [948, 1810, 1533, 1843]
legal-head-line2: जिला कोरिया ( छ.ग. ): [627, 2005, 732, 2021]
brief-dateline: कांकेर ( छग.वॉच ब्यूरो )।: [25, 628, 115, 640]
legal-village: ग्राम-...: [408, 2025, 430, 2036]
tender-table-header-row: [948, 1744, 1533, 1778]
tender-office-header: कार्यालय, नगर पालिक निगम, कोरबा (छत्तीसगढ़): [939, 1639, 1541, 1679]
tender-col-desc: कार्य का विवरण: [971, 1744, 1376, 1778]
auction-office-line2: जिला-उ.ब.कांकेर (छ.ग.): [1148, 1349, 1332, 1372]
census-headline: जनगणना-2027 पर आधारित दो दिवसीय कार्यशाला आयोजित: [260, 425, 925, 461]
lead-story: [227, 121, 1543, 412]
logo-prefix: दैनिक: [43, 50, 72, 66]
census-left: [227, 466, 374, 750]
auction-notice-body: It is hereby informed to the general public that the auction of the Shopping Complex of Nagar Panchayat Pakhanjur is scheduled to be held on 17.03.2026, Tuesday, at 12:00 PM onwards in the meeting hall of the office building of Nagar Panchayat Pakhanjur. Open bids will be invited for the auction. Those who wish to participate in the auction must personally appear at Nagar Panchayat Pakhanjur and deposit an earnest money amount of 20,000.00 as per rules to take part in the auction. It shall be mandatory to comply with all other rules related to the auction, and the terms and conditions can be inspected during office hours at Nagar Panchayat Pakhanjur.: [949, 1438, 1531, 1559]
tender-cell-date: [1452, 1778, 1533, 1810]
lead-col-5: गया। अस्पतालों की आयुष्मान कार्ड टीकाकरण कवरेज सुनिश्चित करने कहा गया। अस्पतालों में शत प्रतिशत लक्ष्य प्राप्त करने, सामुदायिक स्वास्थ्य केंद्र एवं प्राथमिक स्वास्थ्य केंद्र स्तर पर नियमित क्लीनिकल एवं डे-केयर सेवाओं की नियमित सुविधाएं बनाने के निर्देश दिए। जिला में एनक्यूएएस सर्टिफिकेशन के तहत कुल चार लक्ष्य हासिल करने तथा 02 नए परियोजना और 05 एसएनसीयू तैयार करने, बच बंदन आदि अनेक कार्य जिलास्तर पर शेष हितग्राहियों के कार्य समयबद्ध करने, एनसीडी स्क्रीनिंग का लक्ष्य पूर्ण करने तथा अस्पतालों में दवाइयों के ऑनलाइन-ऑफलाइन रिकॉर्ड का शत प्रतिशत मिलान करने के निर्देश दिए।: [1378, 175, 1543, 412]
story-kesh: [227, 764, 747, 1051]
pumpset-headline-line1: मारवाड़ी मुक्तिधाम में नवीन पंपसेट का उद्घाटन, अब: [298, 1064, 843, 1100]
tender-cell-date: [1452, 1875, 1533, 1907]
tender-col-date: निविदा डालने की अंतिम तिथि: [1452, 1744, 1533, 1778]
table-row: [948, 1843, 1533, 1875]
tender-table: [947, 1744, 1533, 1908]
legal-sign-line2: सोनहत जिला कोरिया (छ.ग.): [469, 2205, 562, 2216]
masthead-rule-thin: [25, 112, 1543, 113]
tender-notice-ad: [937, 1637, 1543, 1977]
tender-date-value: 11.03.2026: [1468, 1878, 1516, 1890]
legal-sign-line1: तहसीलदार: [686, 2190, 721, 2201]
legal-signature: [831, 2170, 952, 2193]
legal-sign-line2: सोनहत जिला कोरिया (छ.ग.): [281, 2205, 373, 2216]
auction-meta: [949, 1387, 1531, 1404]
lead-inset-box: [611, 175, 1190, 367]
